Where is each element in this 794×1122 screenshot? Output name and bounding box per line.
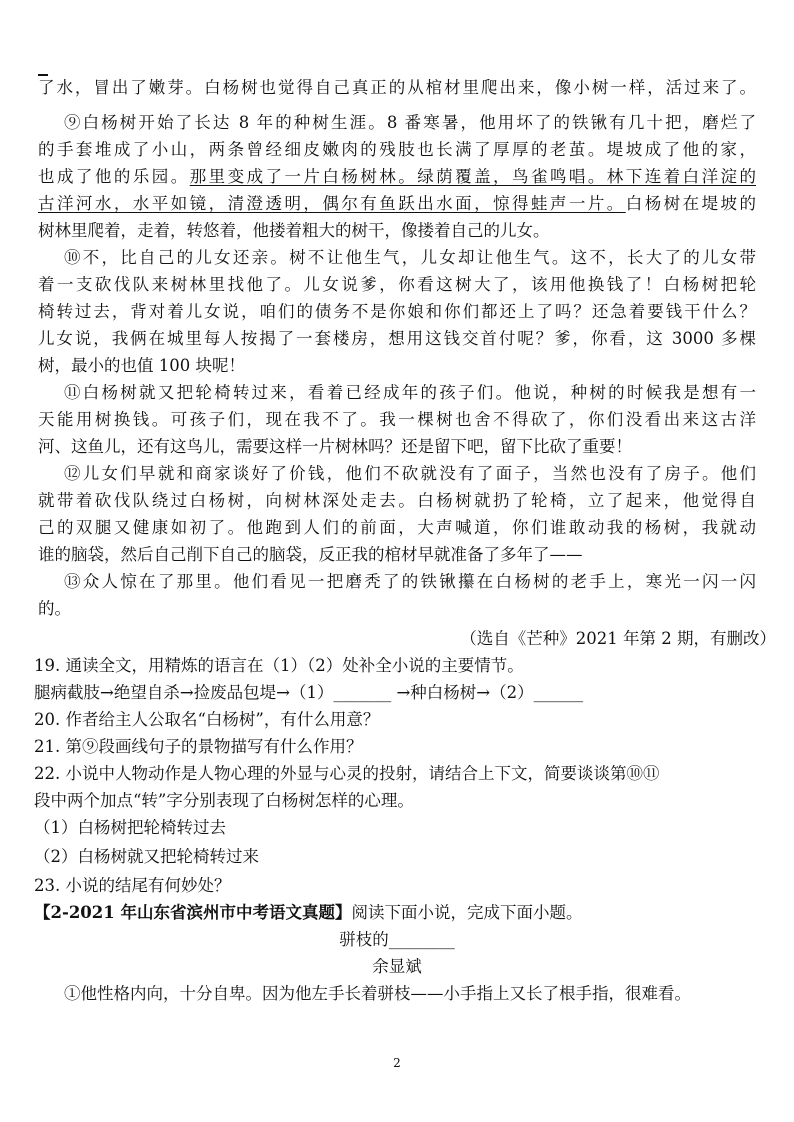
text-line: 谁的脑袋，然后自己削下自己的脑袋，反正我的棺材早就准备了多年了—— [38,545,583,564]
text-line [38,193,756,215]
question-22-cont: 段中两个加点“转”字分别表现了白杨树怎样的心理。 [34,791,414,810]
question-19: 19. 通读全文，用精炼的语言在（1）（2）处补全小说的主要情节。 [34,656,524,675]
text-segment: 过来 [226,847,259,866]
text-line: 天能用树换钱。可孩子们，现在我不了。我一棵树也舍不得砍了，你们没看出来这古洋 [38,410,756,429]
text-line: 的。 [38,599,71,618]
text-line: 的手套堆成了小山，两条曾经细皮嫩肉的残肢也长满了厚厚的老茧。堤坡成了他的家， [38,140,756,159]
text-segment: （2）白杨树就又把轮椅 [34,847,210,866]
dotted-char: 转 [209,847,226,866]
text-line: 河、这鱼儿，还有这鸟儿，需要这样一片树林吗？还是留下吧，留下比砍了重要！ [38,437,632,456]
text-line [38,301,756,323]
question-23: 23. 小说的结尾有何妙处？ [34,876,231,895]
section-source: 【2-2021 年山东省滨州市中考语文真题】 [34,903,352,922]
section-instruction: 阅读下面小说，完成下面小题。 [351,903,583,922]
text-line: ⑨白杨树开始了长达 8 年的种树生涯。8 番寒暑，他用坏了的铁锹有几十把，磨烂了 [64,113,756,132]
text-line: 己的双腿又健康如初了。他跑到人们的前面，大声喊道，你们谁敢动我的杨树，我就动 [38,518,756,537]
text-line: ⑩不，比自己的儿女还亲。树不让他生气，儿女却让他生气。这不，长大了的儿女带 [64,248,756,267]
text-segment: （1）白杨树把轮椅 [34,818,177,837]
text-line: ⑪白杨树就又把轮椅转过来，看着已经成年的孩子们。他说，种树的时候我是想有一 [64,383,756,402]
text-segment: 过去 [193,818,226,837]
source-citation: （选自《芒种》2021 年第 2 期，有删改） [460,629,776,648]
underlined-sentence: 古洋河水，水平如镜，清澄透明，偶尔有鱼跃出水面，惊得蛙声一片。 [38,194,626,213]
text-segment: 也成了他的乐园。 [38,167,190,186]
text-line: 着一支砍伐队来树林里找他了。儿女说爹，你看这树大了，该用他换钱了！白杨树把轮 [38,275,756,294]
text-line: ①他性格内向，十分自卑。因为他左手长着骈枝——小手指上又长了根手指，很难看。 [64,984,691,1003]
page-number: 2 [393,1056,401,1070]
text-segment: 过去，背对着儿女说，咱们的债务不是你娘和你们都还上了吗？还急着要钱干什么？ [72,302,756,321]
story-author: 余显斌 [372,957,422,976]
text-segment: 白杨树在堤坡的 [625,194,756,213]
question-22: 22. 小说中人物动作是人物心理的外显与心灵的投射，请结合上下文，简要谈谈第⑩⑪ [34,764,660,783]
question-22-part-1 [34,817,756,839]
top-mark [38,74,48,76]
text-line: 儿女说，我俩在城里每人按揭了一套楼房，想用这钱交首付呢？爹，你看，这 3000 多棵 [38,329,756,348]
text-segment: 椅 [38,302,57,321]
text-line: ⑬众人惊在了那里。他们看见一把磨秃了的铁锹攥在白杨树的老手上，寒光一闪一闪 [64,572,756,591]
dotted-char: 转 [176,818,193,837]
question-21: 21. 第⑨段画线句子的景物描写有什么作用？ [34,737,363,756]
dotted-char: 转 [56,302,73,321]
text-line: 树林里爬着，走着，转悠着，他搂着粗大的树干，像搂着自己的儿女。 [38,221,550,240]
question-19-flow: 腿病截肢→绝望自杀→捡废品包堤→（1）_______ →种白杨树→（2）______ [34,683,584,702]
text-line: 就带着砍伐队绕过白杨树，向树林深处走去。白杨树就扔了轮椅，立了起来，他觉得自 [38,491,756,510]
question-20: 20. 作者给主人公取名“白杨树”，有什么用意？ [34,710,380,729]
text-line: 了水，冒出了嫩芽。白杨树也觉得自己真正的从棺材里爬出来，像小树一样，活过来了。 [38,78,756,97]
underlined-sentence: 那里变成了一片白杨树林。绿荫覆盖，鸟雀鸣唱。林下连着白洋淀的 [189,167,756,186]
text-line: 树，最小的也值 100 块呢！ [38,356,245,375]
question-22-part-2 [34,846,756,868]
story-title: 骈枝的________ [339,930,455,949]
text-line: ⑫儿女们早就和商家谈好了价钱，他们不砍就没有了面子，当然也没有了房子。他们 [64,464,756,483]
text-line [38,166,756,188]
section-heading [34,902,756,924]
